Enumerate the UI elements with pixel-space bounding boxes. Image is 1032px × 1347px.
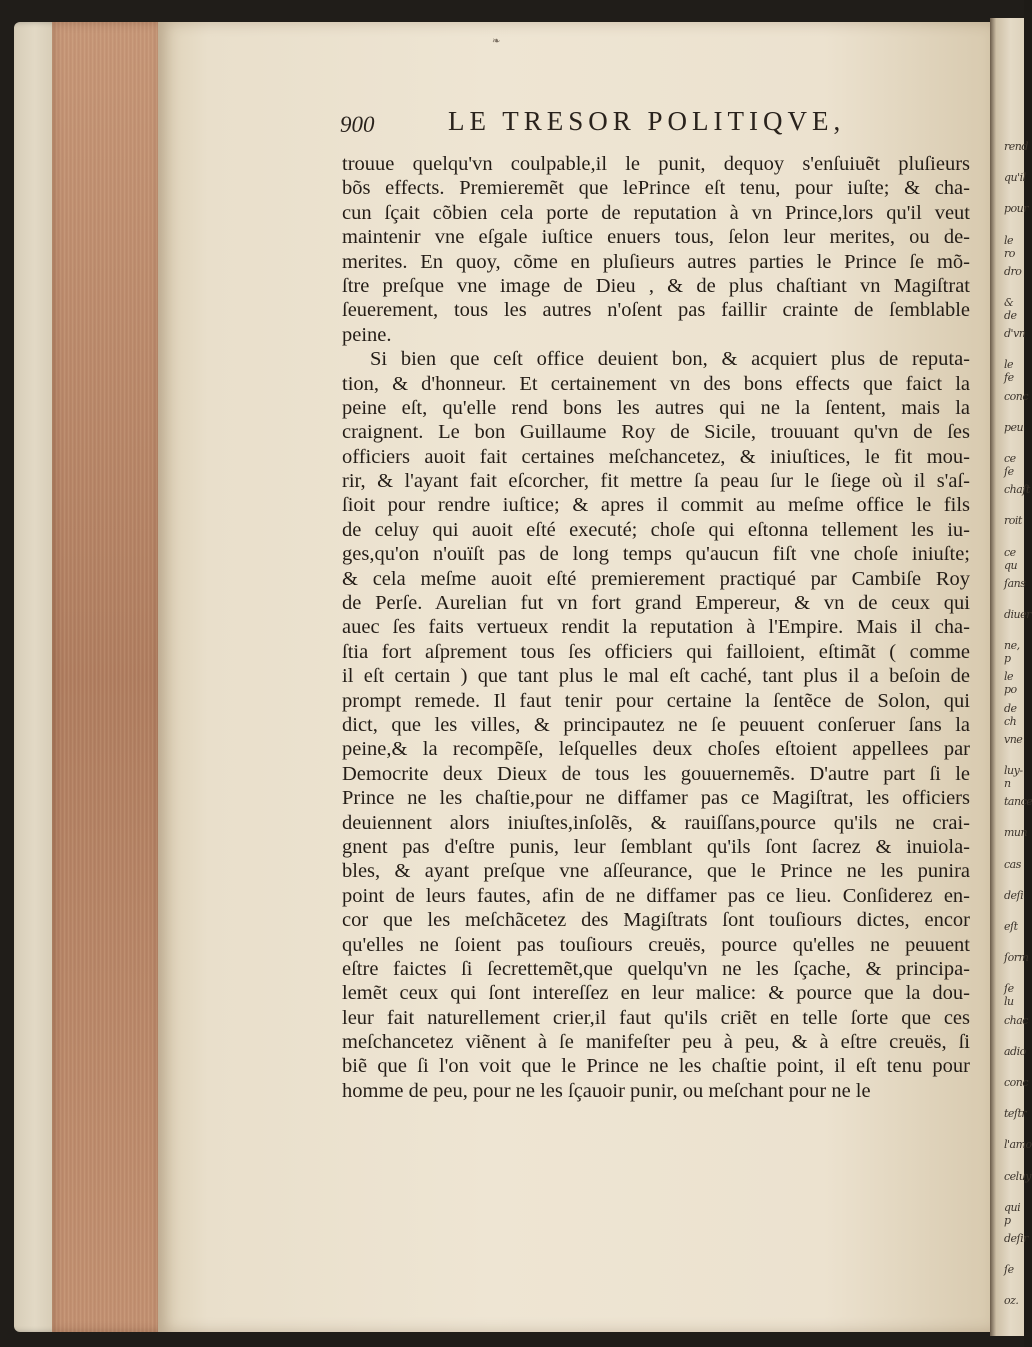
adjacent-page-text: ce qu <box>1004 545 1018 572</box>
text-line: meſchancetez viẽnent à ſe manifeſter peu à peu, & à eſtre creuës, ſi <box>342 1031 970 1054</box>
text-line: deuiennent alors iniuſtes,inſolẽs, & rauiſſans,pource qu'ils ne crai- <box>342 811 970 834</box>
adjacent-page-text: celuy <box>1004 1169 1031 1183</box>
text-line: bles, & ayant preſque vne aſſeurance, que le Prince ne les punira <box>342 860 970 883</box>
text-line: biẽ que ſi l'on voit que le Prince ne les chaſtie point, il eſt tenu pour <box>342 1055 970 1078</box>
adjacent-page-text: chac <box>1004 1013 1028 1027</box>
text-line: ſioit pour rendre iuſtice; & apres il commit au meſme office le fils <box>342 494 970 517</box>
text-line: homme de peu, pour ne les ſçauoir punir, ou meſchant pour ne le <box>342 1079 871 1102</box>
text-line: officiers auoit fait certaines meſchancetez, & iniuſtices, le fit mou- <box>342 445 970 468</box>
text-line: ſeuerement, tous les autres n'oſent pas faillir crainte de ſemblable <box>342 299 970 322</box>
text-line: il eſt certain ) que tant plus le mal eſt caché, tant plus il a beſoin de <box>342 665 970 688</box>
text-line: de celuy qui auoit eſté executé; choſe qui eſtonna tellement les iu- <box>342 518 970 541</box>
adjacent-page-text: dro <box>1004 264 1022 278</box>
text-line: cor que les meſchãcetez des Magiſtrats ſont touſiours dictes, encor <box>342 909 970 932</box>
page-title: LE TRESOR POLITIQVE, <box>448 106 846 136</box>
text-line: Si bien que ceſt office deuient bon, & acquiert plus de reputa- <box>370 348 970 371</box>
text-line: craignent. Le bon Guillaume Roy de Sicile, trouuant qu'vn de ſes <box>342 421 970 444</box>
adjacent-page-text: vne <box>1004 732 1023 746</box>
text-line: ges,qu'on n'ouïſt pas de long temps qu'aucun fiſt vne choſe iniuſte; <box>342 543 970 566</box>
text-line: dict, que les villes, & principautez ne ſe peuuent conſeruer ſans la <box>342 713 970 736</box>
adjacent-page-text: ce ſe <box>1004 452 1016 478</box>
adjacent-page-text: ſe lu <box>1004 982 1014 1009</box>
adjacent-page-text: pour <box>1004 202 1029 216</box>
text-line: Democrite deux Dieux de tous les gouuernemẽs. D'autre part ſi le <box>342 762 970 785</box>
adjacent-page-text: qu'il <box>1004 171 1026 185</box>
adjacent-page-text: oz. <box>1004 1294 1019 1308</box>
adjacent-page-text: mun <box>1004 826 1028 840</box>
text-line: bõs effects. Premieremẽt que lePrince eſt tenu, pour iuſte; & cha- <box>342 177 970 200</box>
text-line: peine. <box>342 323 392 346</box>
page-edges <box>52 22 162 1332</box>
body-text <box>342 152 970 1103</box>
adjacent-page-text: le po <box>1004 670 1017 697</box>
adjacent-page-text: teſtr <box>1004 1107 1027 1121</box>
adjacent-page-text: d'vn <box>1004 327 1026 341</box>
text-line: cun ſçait cõbien cela porte de reputation à vn Prince,lors qu'il veut <box>342 201 970 224</box>
adjacent-page-text: ſe <box>1004 1263 1014 1277</box>
text-line: merites. En quoy, cõme en pluſieurs autres parties le Prince ſe mõ- <box>342 250 970 273</box>
adjacent-page-text: l'amo <box>1004 1138 1032 1152</box>
adjacent-page-text: deſir <box>1004 1232 1028 1245</box>
adjacent-page-text: chaſt <box>1004 483 1030 497</box>
adjacent-page-text: le ro <box>1004 233 1015 260</box>
ornament-mark: ❧ <box>492 36 501 47</box>
text-line: peine eſt, qu'elle rend bons les autres qui ne la ſentent, mais la <box>342 396 970 419</box>
adjacent-page-text: eſt <box>1004 920 1018 933</box>
adjacent-page-text: conc <box>1004 389 1029 403</box>
text-line: ſtia fort aſprement tous ſes officiers qui failloient, eſtimãt ( comme <box>342 640 970 663</box>
adjacent-page-text: de ch <box>1004 701 1017 728</box>
page-number: 900 <box>340 112 375 137</box>
text-line: eſtre faictes ſi ſecrettemẽt,que quelqu'vn ne les ſçache, & principa- <box>342 957 970 980</box>
text-line: gnent pas d'eſtre punis, leur ſemblant qu'ils ſont ſacrez & inuiola- <box>342 835 970 858</box>
text-line: peine,& la recompẽſe, leſquelles deux choſes eſtoient appellees par <box>342 738 970 761</box>
adjacent-page-text: qui p <box>1004 1200 1021 1227</box>
text-line: leur fait naturellement crier,il faut qu'ils criẽt en telle ſorte que ces <box>342 1006 970 1029</box>
adjacent-page-text: ſans <box>1004 576 1026 590</box>
adjacent-page-text: deſi <box>1004 888 1024 902</box>
text-line: tion, & d'honneur. Et certainement vn des bons effects que faict la <box>342 372 970 395</box>
adjacent-page-text: rend <box>1004 140 1028 153</box>
text-line: auec ſes faits vertueux rendit la reputation à l'Empire. Mais il cha- <box>342 616 970 639</box>
adjacent-page-text: & de <box>1004 296 1017 322</box>
text-line: maintenir vne eſgale iuſtice enuers tous, ſelon leur merites, ou de- <box>342 226 970 249</box>
adjacent-page-text: luy-n <box>1004 764 1023 790</box>
adjacent-page-text: le fe <box>1004 358 1014 385</box>
adjacent-page-text: conc <box>1004 1076 1029 1089</box>
text-line: lemẽt ceux qui ſont intereſſez en leur malice: & pource que la dou- <box>342 982 970 1005</box>
text-line: rir, & l'ayant fait eſcorcher, fit mettre ſa peau ſur le ſiege où il s'aſ- <box>342 470 970 493</box>
text-line: trouue quelqu'vn coulpable,il le punit, dequoy s'enſuiuẽt pluſieurs <box>342 153 970 175</box>
adjacent-page-text: cas <box>1004 857 1021 871</box>
adjacent-page-text: ne, p <box>1004 639 1020 666</box>
text-line: prompt remede. Il faut tenir pour certaine la ſentẽce de Solon, qui <box>342 689 970 712</box>
text-line: ſtre preſque vne image de Dieu , & de plus chaſtiant vn Magiſtrat <box>342 274 970 297</box>
adjacent-page-text: tance <box>1004 795 1032 809</box>
text-line: de Perſe. Aurelian fut vn fort grand Empereur, & vn de ceux qui <box>342 592 970 615</box>
adjacent-page-text: ſorm <box>1004 951 1029 965</box>
text-line: & cela meſme auoit eſté premierement practiqué par Cambiſe Roy <box>342 567 970 590</box>
text-line: Prince ne les chaſtie,pour ne diffamer pas ce Magiſtrat, les officiers <box>342 787 970 810</box>
text-line: point de leurs fautes, afin de ne diffamer pas ce lieu. Conſiderez en- <box>342 884 970 907</box>
adjacent-page-text: diuer <box>1004 608 1031 621</box>
adjacent-page-text: peu <box>1004 420 1024 434</box>
adjacent-page-text: adio <box>1004 1044 1026 1058</box>
text-line: qu'elles ne ſoient pas touſiours creuës, pource qu'elles ne peuuent <box>342 933 970 956</box>
adjacent-page-text: roit <box>1004 514 1022 528</box>
